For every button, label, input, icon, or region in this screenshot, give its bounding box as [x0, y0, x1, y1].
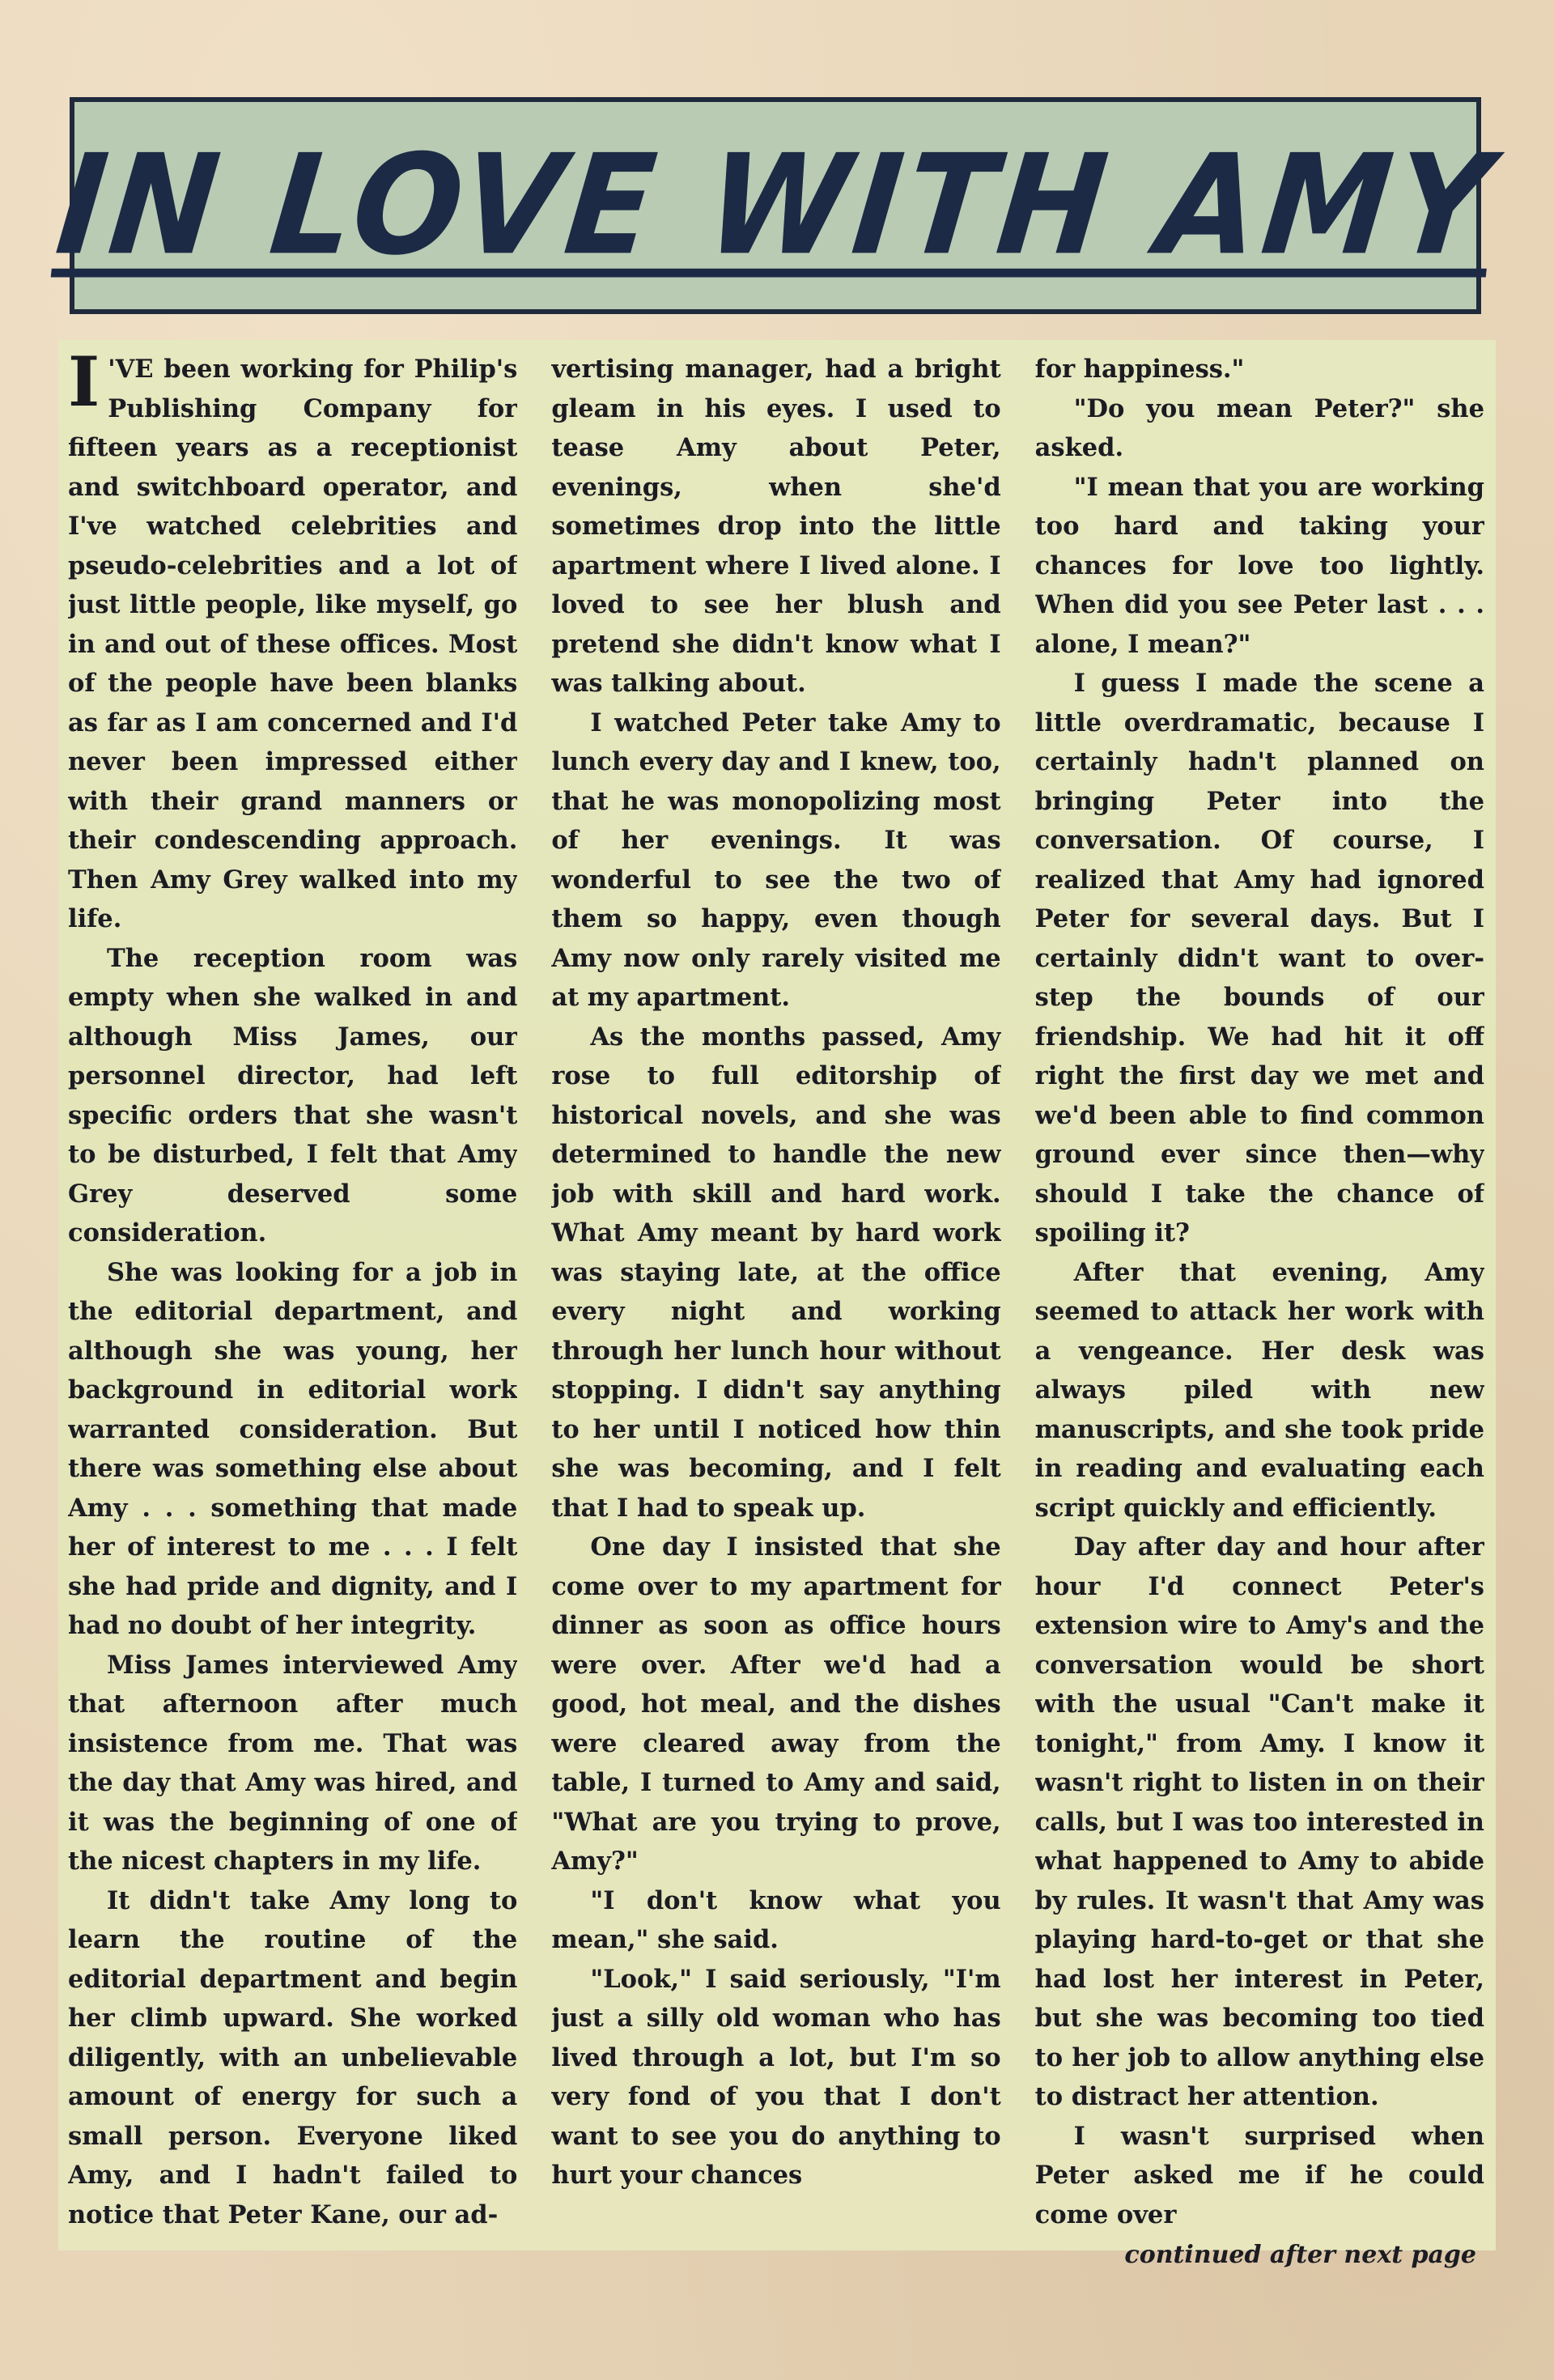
paragraph-text: As the months passed, Amy rose to full editorship of historical novels, and she was determined to handle the new job with skill and hard work. What Amy meant by hard work was staying late, at the office every night and working through her lunch hour without stopping. I didn't say anything to her until I noticed how thin she was becoming, and I felt that I had to speak up. [551, 1022, 1001, 1523]
paragraph [551, 350, 1000, 703]
paragraph-text: "I mean that you are working too hard and taking your chances for love too lightly. When did you see Peter last . . . alone, I mean?" [1034, 472, 1484, 659]
paragraph [1035, 2117, 1484, 2235]
column-1 [68, 350, 517, 2236]
paragraph-text: I watched Peter take Amy to lunch every day and I knew, too, that he was monopolizing most of her evenings. It was wonderful to see the two of them so happy, even though Amy now only rarely visited me at my apartment. [551, 708, 1001, 1012]
paragraph [1035, 664, 1484, 1253]
paragraph-text: The reception room was empty when she walked in and although Miss James, our personnel director, had left specific orders that she wasn't to be disturbed, I felt that Amy Grey deserved some consideration. [68, 943, 518, 1247]
paragraph [1035, 1528, 1484, 2117]
paragraph-text: It didn't take Amy long to learn the routine of the editorial department and begin her climb upward. She worked diligently, with an unbelievable amount of energy for such a small person. Everyone liked Amy, and I hadn't failed to notice that Peter Kane, our ad- [68, 1885, 518, 2229]
paragraph [551, 1960, 1000, 2195]
paragraph [68, 1881, 517, 2235]
column-2 [551, 350, 1000, 2236]
paragraph-text: "I don't know what you mean," she said. [551, 1885, 1001, 1954]
paragraph [68, 1253, 517, 1646]
paragraph [551, 1528, 1000, 1881]
paragraph-text: One day I insisted that she come over to my apartment for dinner as soon as office hours were over. After we'd had a good, hot meal, and the dishes were cleared away from the table, I turned to Amy and said, "What are you trying to prove, Amy?" [551, 1532, 1001, 1876]
paragraph-text: for happiness." [1034, 355, 1245, 384]
paragraph-text: Day after day and hour after hour I'd connect Peter's extension wire to Amy's and the conversation would be short with the usual "Can't make it tonight," from Amy. I know it wasn't right to listen in on their calls, but I was too interested in what happened to Amy to abide by rules. It wasn't that Amy was playing hard-to-get or that she had lost her interest in Peter, but she was becoming too tied to her job to allow anything else to distract her attention. [1034, 1532, 1484, 2111]
paragraph [1035, 1253, 1484, 1528]
paragraph [68, 939, 517, 1253]
drop-cap: I [68, 350, 100, 422]
paragraph-text: I wasn't surprised when Peter asked me if he could come over [1034, 2121, 1484, 2229]
paragraph-text: vertising manager, had a bright gleam in his eyes. I used to tease Amy about Peter, evenings, when she'd sometimes drop into the little apartment where I lived alone. I loved to see her blush and pretend she didn't know what I was talking about. [551, 355, 1001, 698]
paragraph [68, 350, 517, 939]
paragraph [1035, 468, 1484, 665]
story-columns [68, 350, 1484, 2236]
paragraph-text: Miss James interviewed Amy that afternoon after much insistence from me. That was the day that Amy was hired, and it was the beginning of one of the nicest chapters in my life. [68, 1650, 518, 1876]
paragraph-text: I guess I made the scene a little overdramatic, because I certainly hadn't planned on bringing Peter into the conversation. Of course, I realized that Amy had ignored Peter for several days. But I certainly didn't want to over-step the bounds of our friendship. We had hit it off right the first day we met and we'd been able to find common ground ever since then—why should I take the chance of spoiling it? [1034, 669, 1484, 1247]
paragraph [68, 1646, 517, 1881]
paragraph [551, 1881, 1000, 1960]
paragraph-text: 'VE been working for Philip's Publishing Company for fifteen years as a receptionist and switchboard operator, and I've watched celebrities and pseudo-celebrities and a lot of just little people, like myself, go in and out of these offices. Most of the people have been blanks as far as I am concerned and I'd never been impressed either with their grand manners or their condescending approach. Then Amy Grey walked into my life. [68, 355, 518, 933]
title-banner [49, 97, 1501, 314]
paragraph [551, 1018, 1000, 1528]
paragraph [1035, 350, 1484, 389]
story-title: IN LOVE WITH AMY [49, 125, 1501, 287]
column-3 [1035, 350, 1484, 2236]
paragraph [551, 703, 1000, 1018]
paragraph-text: "Look," I said seriously, "I'm just a silly old woman who has lived through a lot, but I'm so very fond of you that I don't want to see you do anything to hurt your chances [551, 1964, 1001, 2190]
continued-note: continued after next page [1124, 2241, 1476, 2269]
paragraph-text: After that evening, Amy seemed to attack her work with a vengeance. Her desk was always piled with new manuscripts, and she took pride in reading and evaluating each script quickly and efficiently. [1034, 1257, 1484, 1523]
paragraph-text: She was looking for a job in the editorial department, and although she was young, her background in editorial work warranted consideration. But there was something else about Amy . . . something that made her of interest to me . . . I felt she had pride and dignity, and I had no doubt of her integrity. [68, 1257, 518, 1640]
paragraph-text: "Do you mean Peter?" she asked. [1034, 393, 1484, 462]
paragraph [1035, 389, 1484, 468]
